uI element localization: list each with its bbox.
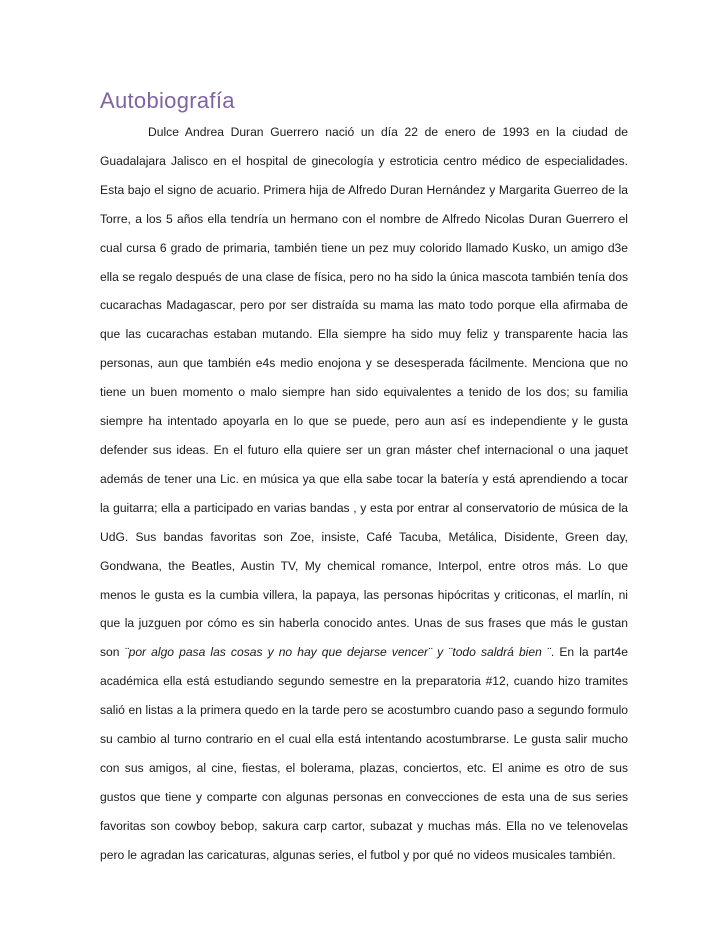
document-title: Autobiografía xyxy=(100,88,235,113)
document-page xyxy=(100,84,628,870)
paragraph-segment-1: Dulce Andrea Duran Guerrero nació un día 22 de enero de 1993 en la ciudad de Guadalajara Jalisco en el hospital de ginecología y estroticia centro médico de especialidades. Esta bajo el signo de acuario. Primera hija de Alfredo Duran Hernández y Margarita Guerreo de la Torre, a los 5 años ella tendría un hermano con el nombre de Alfredo Nicolas Duran Guerrero el cual cursa 6 grado de primaria, también tiene un pez muy colorido llamado Kusko, un amigo d3e ella se regalo después de una clase de física, pero no ha sido la única mascota también tenía dos cucarachas Madagascar, pero por ser distraída su mama las mato todo porque ella afirmaba de que las cucarachas estaban mutando. Ella siempre ha sido muy feliz y transparente hacia las personas, aun que también e4s medio enojona y se desesperada fácilmente. Menciona que no tiene un buen momento o malo siempre han sido equivalentes a tenido de los dos; su familia siempre ha intentado apoyarla en lo que se puede, pero aun así es independiente y le gusta defender sus ideas. En el futuro ella quiere ser un gran máster chef internacional o una jaquet además de tener una Lic. en música ya que ella sabe tocar la batería y está aprendiendo a tocar la guitarra; ella a participado en varias bandas , y esta por entrar al conservatorio de música de la UdG. Sus bandas favoritas son Zoe, insiste, Café Tacuba, Metálica, Disidente, Green day, Gondwana, the Beatles, Austin TV, My chemical romance, Interpol, entre otros más. Lo que menos le gusta es la cumbia villera, la papaya, las personas hipócritas y criticonas, el marlín, ni que la juzguen por cómo es sin haberla conocido antes. Unas de sus frases que más le gustan son xyxy=(100,125,628,660)
paragraph-segment-3: . En la part4e académica ella está estudiando segundo semestre en la preparatoria #12, cuando hizo tramites salió en listas a la primera quedo en la tarde pero se acostumbro cuando paso a segundo formulo su cambio al turno contrario en el cual ella está intentando acostumbrarse. Le gusta salir mucho con sus amigos, al cine, fiestas, el bolerama, plazas, conciertos, etc. El anime es otro de sus gustos que tiene y comparte con algunas personas en convecciones de esta una de sus series favoritas son cowboy bebop, sakura carp cartor, subazat y muchas más. Ella no ve telenovelas pero le agradan las caricaturas, algunas series, el futbol y por qué no videos musicales también. xyxy=(100,645,628,862)
body-paragraph xyxy=(100,118,628,870)
quoted-phrases: ¨por algo pasa las cosas y no hay que dejarse vencer¨ y ¨todo saldrá bien ¨ xyxy=(124,645,551,660)
